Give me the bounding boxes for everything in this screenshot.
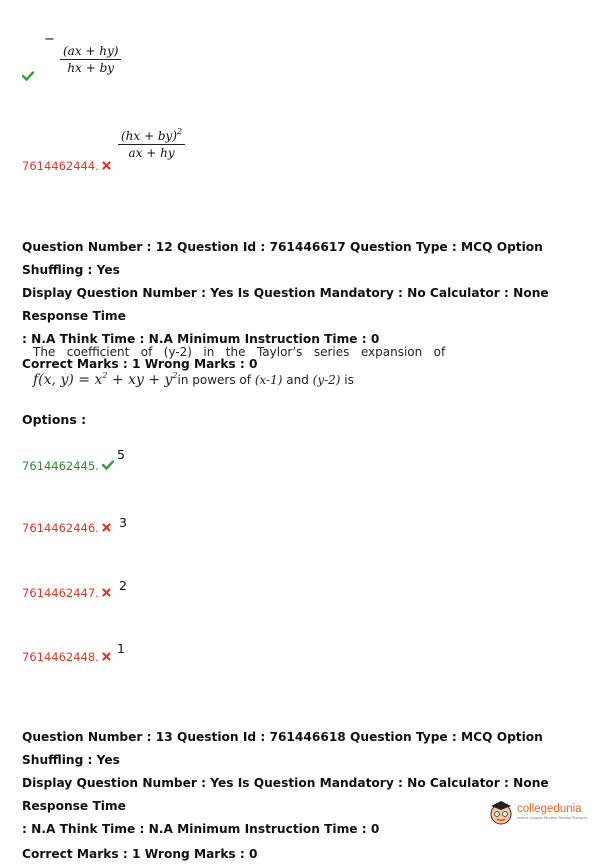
option-value: 2	[119, 578, 127, 593]
option-row-4: 7614462448.	[22, 650, 111, 664]
wrong-cross-icon	[102, 650, 111, 664]
prev-option-fraction: $\frac{(hx + by)^2}{ax + hy}$	[118, 124, 185, 161]
option-value: 1	[117, 641, 125, 656]
question-12-meta: Question Number : 12 Question Id : 761446617 Question Type : MCQ Option Shuffling : Yes Display Question Number : Yes Is Question Mandatory : No Calculator : None Response Time : N.A Think Time : N.A Minimum Instruction Time : 0 Correct Marks : 1 Wrong Marks : 0	[22, 236, 582, 376]
option-id: 7614462444.	[22, 159, 111, 173]
wrong-cross-icon	[102, 586, 111, 600]
wrong-cross-icon	[102, 521, 111, 535]
brand-tagline: India's Largest Student Review Platform	[517, 816, 587, 820]
marks: Correct Marks : 1 Wrong Marks : 0	[22, 357, 258, 371]
formula-line: f(x, $y) = x^2$ + xy + $y^2in$ powers of (x-1) and (y-2) is	[33, 371, 354, 388]
option-row-3: 7614462447.	[22, 586, 111, 600]
wrong-cross-icon	[102, 159, 111, 173]
fraction: $\frac{(ax + hy)}{hx + by}$	[60, 44, 121, 76]
question-text: The coefficient of (y-2) in the Taylor’s series expansion of f(x, $y) = x^2$ + xy + $y^2in$ powers of (x-1) and (y-2) is	[33, 341, 453, 392]
marks: Correct Marks : 1 Wrong Marks : 0	[22, 847, 258, 861]
option-row-1: 7614462445.	[22, 459, 114, 473]
option-value: 5	[117, 447, 125, 462]
option-row-2: 7614462446.	[22, 521, 111, 535]
options-label: Options :	[22, 412, 87, 427]
option-value: 3	[119, 515, 127, 530]
top-option-fraction: − $\frac{(ax + hy)}{hx + by}$	[44, 32, 121, 76]
collegedunia-logo	[488, 798, 587, 826]
brand-name: collegedunia	[517, 802, 582, 815]
correct-check-icon	[22, 66, 34, 85]
correct-check-icon	[102, 459, 114, 473]
mascot-icon	[488, 798, 514, 826]
question-13-meta: Question Number : 13 Question Id : 761446618 Question Type : MCQ Option Shuffling : Yes Display Question Number : Yes Is Question Mandatory : No Calculator : None Response Time : N.A Think Time : N.A Minimum Instruction Time : 0 Correct Marks : 1 Wrong Marks : 0	[22, 726, 582, 866]
